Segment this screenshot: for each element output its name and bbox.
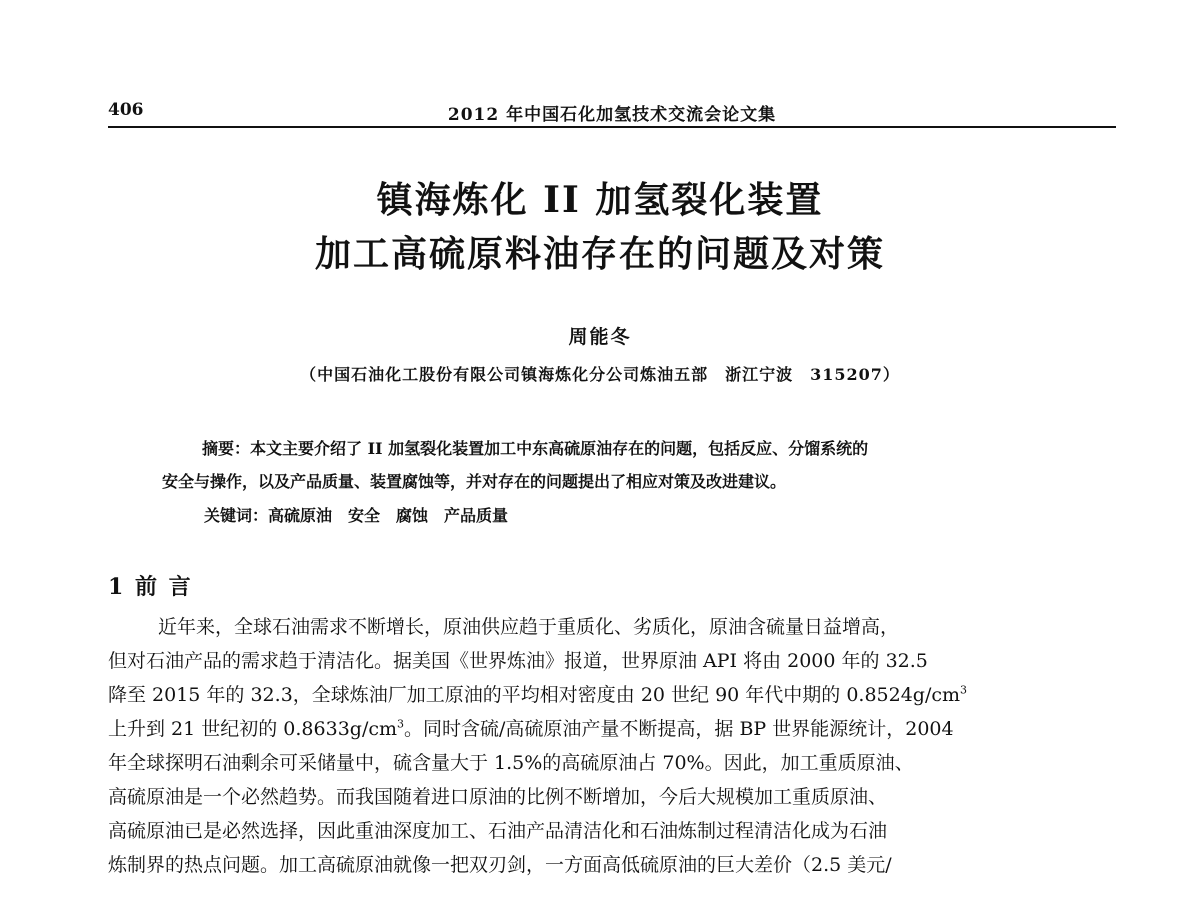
body-line <box>108 712 1114 746</box>
body-line: 炼制界的热点问题。加工高硫原油就像一把双刃剑，一方面高低硫原油的巨大差价（2.5 美元/ <box>108 854 892 876</box>
paper-title-line-1: 镇海炼化 II 加氢裂化装置 <box>376 179 824 221</box>
author-affiliation: （中国石油化工股份有限公司镇海炼化分公司炼油五部 浙江宁波 315207） <box>300 365 900 384</box>
body-line <box>108 678 1114 712</box>
superscript: 3 <box>397 717 404 731</box>
body-line-text: 上升到 21 世纪初的 0.8633g/cm <box>108 718 397 740</box>
superscript: 3 <box>960 683 968 697</box>
body-line-text: 。同时含硫/高硫原油产量不断提高，据 BP 世界能源统计，2004 <box>404 718 954 740</box>
section-body <box>108 610 1114 882</box>
body-line: 高硫原油已是必然选择，因此重油深度加工、石油产品清洁化和石油炼制过程清洁化成为石油 <box>108 820 888 842</box>
journal-title: 2012 年中国石化加氢技术交流会论文集 <box>447 105 777 125</box>
page-number: 406 <box>108 100 144 120</box>
body-line: 高硫原油是一个必然趋势。而我国随着进口原油的比例不断增加，今后大规模加工重质原油、 <box>108 786 888 808</box>
section-heading: 1 前 言 <box>108 574 193 600</box>
body-line: 但对石油产品的需求趋于清洁化。据美国《世界炼油》报道，世界原油 API 将由 2000 年的 32.5 <box>108 650 928 672</box>
body-line-text: 降至 2015 年的 32.3，全球炼油厂加工原油的平均相对密度由 20 世纪 90 年代中期的 0.8524g/cm <box>108 684 961 706</box>
author-name: 周能冬 <box>568 326 632 348</box>
paper-title-line-2: 加工高硫原料油存在的问题及对策 <box>314 233 885 275</box>
body-line: 近年来，全球石油需求不断增长，原油供应趋于重质化、劣质化，原油含硫量日益增高， <box>158 616 900 638</box>
abstract-line-2: 安全与操作，以及产品质量、装置腐蚀等，并对存在的问题提出了相应对策及改进建议。 <box>162 472 787 491</box>
keywords-label: 关键词： <box>204 506 269 525</box>
keywords-terms: 高硫原油 安全 腐蚀 产品质量 <box>268 506 509 525</box>
abstract <box>162 432 1062 498</box>
body-line: 年全球探明石油剩余可采储量中，硫含量大于 1.5%的高硫原油占 70%。因此，加工重质原油、 <box>108 752 914 774</box>
running-header <box>108 96 1116 128</box>
abstract-line-1: 摘要：本文主要介绍了 II 加氢裂化装置加工中东高硫原油存在的问题，包括反应、分馏系统的 <box>202 439 869 458</box>
keywords <box>204 503 508 526</box>
